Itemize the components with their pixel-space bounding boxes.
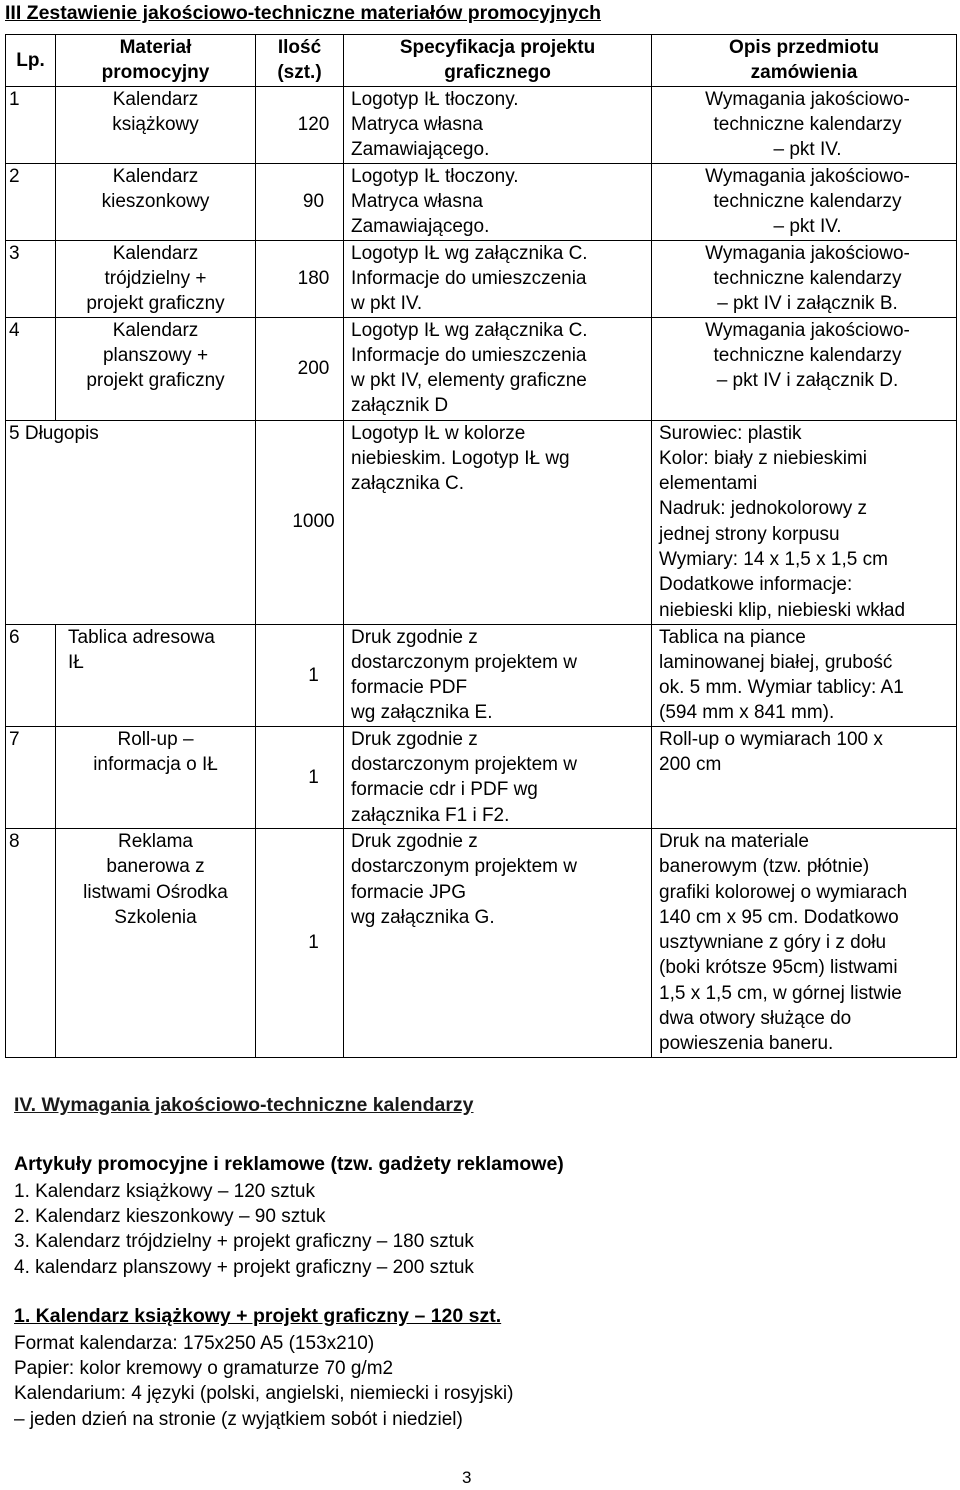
list-item: – jeden dzień na stronie (z wyjątkiem sobót i niedziel)	[14, 1408, 463, 1430]
header-quantity: Ilość (szt.)	[256, 35, 344, 87]
row-spec: Druk zgodnie z dostarczonym projektem w formacie JPG wg załącznika G.	[344, 828, 652, 1057]
row-spec: Logotyp IŁ wg załącznika C. Informacje do umieszczenia w pkt IV.	[344, 240, 652, 317]
page-title: III Zestawienie jakościowo-techniczne materiałów promocyjnych	[5, 2, 602, 24]
row-quantity: 1000	[256, 420, 344, 624]
row-description: Wymagania jakościowo- techniczne kalendarzy – pkt IV.	[652, 86, 957, 163]
list-item: 4. kalendarz planszowy + projekt graficzny – 200 sztuk	[14, 1256, 474, 1278]
row-lp: 4	[6, 317, 56, 420]
list-item: 2. Kalendarz kieszonkowy – 90 sztuk	[14, 1206, 326, 1228]
header-spec: Specyfikacja projektu graficznego	[344, 35, 652, 87]
row-description: Wymagania jakościowo- techniczne kalendarzy – pkt IV.	[652, 163, 957, 240]
calendar-quantity-list	[14, 1179, 474, 1280]
row-spec: Logotyp IŁ tłoczony. Matryca własna Zamawiającego.	[344, 163, 652, 240]
table-row	[6, 828, 957, 1057]
row-lp: 1	[6, 86, 56, 163]
list-item: Kalendarium: 4 języki (polski, angielski, niemiecki i rosyjski)	[14, 1383, 514, 1405]
table-row	[6, 240, 957, 317]
row-spec: Druk zgodnie z dostarczonym projektem w formacie PDF wg załącznika E.	[344, 624, 652, 726]
page-number: 3	[462, 1468, 472, 1487]
row-lp: 7	[6, 726, 56, 828]
table-row	[6, 86, 957, 163]
header-lp: Lp.	[6, 35, 56, 87]
row-quantity: 1	[256, 828, 344, 1057]
table-row	[6, 726, 957, 828]
table-row	[6, 163, 957, 240]
row-description: Druk na materiale banerowym (tzw. płótnie) grafiki kolorowej o wymiarach 140 cm x 95 cm. Dodatkowo usztywniane z góry i z dołu (boki krótsze 95cm) listwami 1,5 x 1,5 cm, w górnej listwie dwa otwory służące do powieszenia baneru.	[652, 828, 957, 1057]
row-spec: Druk zgodnie z dostarczonym projektem w formacie cdr i PDF wg załącznika F1 i F2.	[344, 726, 652, 828]
row-quantity: 1	[256, 624, 344, 726]
row-spec: Logotyp IŁ wg załącznika C. Informacje do umieszczenia w pkt IV, elementy graficzne załącznik D	[344, 317, 652, 420]
row-material: Kalendarz książkowy	[56, 86, 256, 163]
section-subtitle: Artykuły promocyjne i reklamowe (tzw. gadżety reklamowe)	[14, 1153, 564, 1175]
row-lp: 2	[6, 163, 56, 240]
row-description: Surowiec: plastik Kolor: biały z niebieskimi elementami Nadruk: jednokolorowy z jednej strony korpusu Wymiary: 14 x 1,5 x 1,5 cm Dodatkowe informacje: niebieski klip, niebieski wkład	[652, 420, 957, 624]
row-description: Wymagania jakościowo- techniczne kalendarzy – pkt IV i załącznik B.	[652, 240, 957, 317]
row-description: Roll-up o wymiarach 100 x 200 cm	[652, 726, 957, 828]
calendar-heading: 1. Kalendarz książkowy + projekt graficzny – 120 szt.	[14, 1305, 502, 1327]
header-material: Materiał promocyjny	[56, 35, 256, 87]
list-item: 1. Kalendarz książkowy – 120 sztuk	[14, 1181, 315, 1202]
row-quantity: 90	[256, 163, 344, 240]
row-material: Kalendarz trójdzielny + projekt graficzny	[56, 240, 256, 317]
row-material: Reklama banerowa z listwami Ośrodka Szkolenia	[56, 828, 256, 1057]
row-description: Tablica na piance laminowanej białej, grubość ok. 5 mm. Wymiar tablicy: A1 (594 mm x 841 mm).	[652, 624, 957, 726]
section-title: IV. Wymagania jakościowo-techniczne kalendarzy	[14, 1094, 474, 1116]
list-item: Format kalendarza: 175x250 A5 (153x210)	[14, 1333, 375, 1354]
row-lp: 3	[6, 240, 56, 317]
row-lp: 5	[9, 422, 20, 444]
row-lp: 6	[6, 624, 56, 726]
calendar-spec-list	[14, 1331, 513, 1432]
row-lp-material	[6, 420, 256, 624]
row-material: Kalendarz kieszonkowy	[56, 163, 256, 240]
materials-table	[5, 34, 957, 1058]
row-material: Roll-up – informacja o IŁ	[56, 726, 256, 828]
header-description: Opis przedmiotu zamówienia	[652, 35, 957, 87]
table-row	[6, 624, 957, 726]
row-spec: Logotyp IŁ w kolorze niebieskim. Logotyp IŁ wg załącznika C.	[344, 420, 652, 624]
row-spec: Logotyp IŁ tłoczony. Matryca własna Zamawiającego.	[344, 86, 652, 163]
table-row	[6, 420, 957, 624]
row-quantity: 120	[256, 86, 344, 163]
row-material: Tablica adresowa IŁ	[56, 624, 256, 726]
row-description: Wymagania jakościowo- techniczne kalendarzy – pkt IV i załącznik D.	[652, 317, 957, 420]
table-header-row	[6, 35, 957, 87]
row-lp: 8	[6, 828, 56, 1057]
row-material: Kalendarz planszowy + projekt graficzny	[56, 317, 256, 420]
list-item: Papier: kolor kremowy o gramaturze 70 g/m2	[14, 1358, 394, 1380]
table-row	[6, 317, 957, 420]
row-quantity: 200	[256, 317, 344, 420]
row-material: Długopis	[24, 422, 99, 444]
list-item: 3. Kalendarz trójdzielny + projekt graficzny – 180 sztuk	[14, 1231, 474, 1253]
row-quantity: 180	[256, 240, 344, 317]
row-quantity: 1	[256, 726, 344, 828]
